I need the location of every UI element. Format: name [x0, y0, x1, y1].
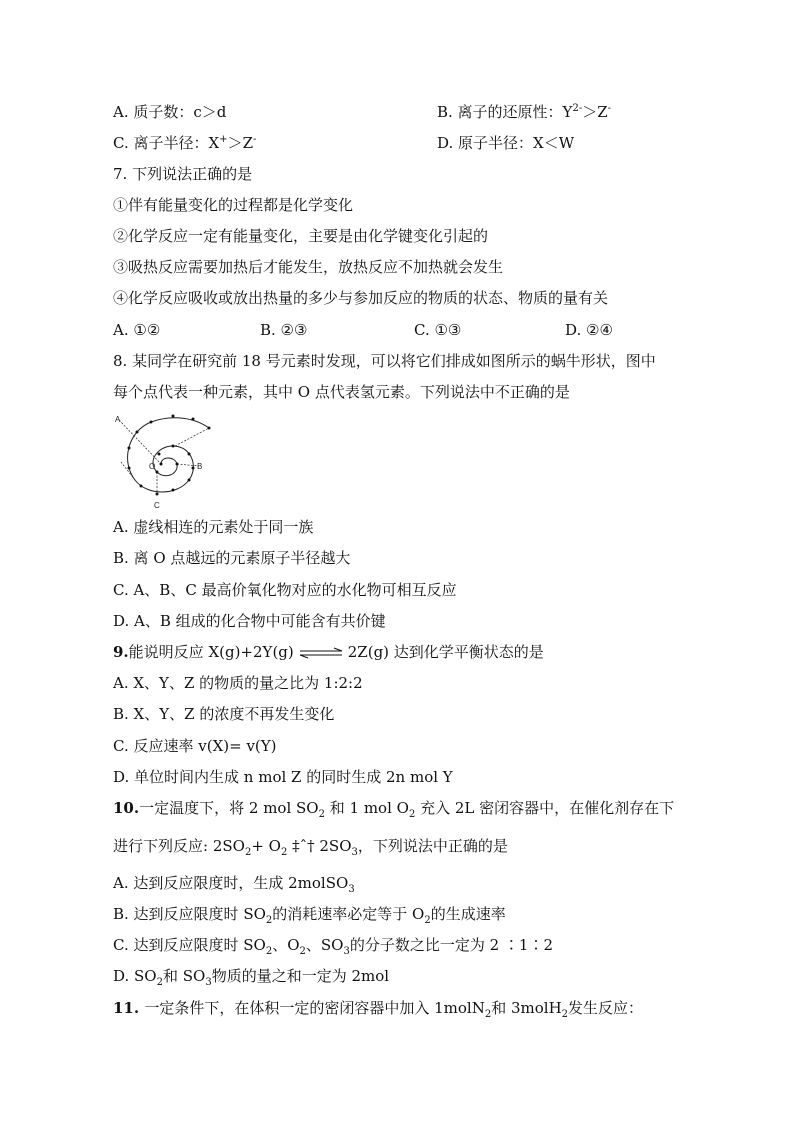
snail-label-a: A [115, 415, 121, 424]
snail-label-b: B [197, 462, 203, 471]
q9-stem: 9.能说明反应 X(g)+2Y(g) 2Z(g) 达到化学平衡状态的是 [113, 643, 544, 661]
snail-label-c: C [154, 501, 160, 510]
snail-dashed-lines [119, 420, 209, 494]
snail-points [128, 415, 211, 496]
q10-option-b: B. 达到反应限度时 $SO_2$的消耗速率必定等于 $O_2$的生成速率 [113, 905, 506, 926]
equilibrium-arrow-icon [298, 647, 344, 659]
q10-option-c: C. 达到反应限度时 $SO_2$、$O_2$、$SO_3$的分子数之比一定为 2 ∶1∶2 [113, 936, 554, 957]
q9-option-d: D. 单位时间内生成 n mol Z 的同时生成 2n mol Y [113, 768, 453, 786]
q6-option-a: A. 质子数：c＞d [113, 103, 227, 121]
snail-diagram [113, 408, 217, 512]
q7-statement-4: ④化学反应吸收或放出热量的多少与参加反应的物质的状态、物质的量有关 [113, 289, 609, 307]
q8-option-a: A. 虚线相连的元素处于同一族 [113, 518, 314, 536]
q9-option-b: B. X、Y、Z 的浓度不再发生变化 [113, 705, 335, 723]
q10-stem-line-1: 10.一定温度下，将 2 mol $SO_2$ 和 1 mol $O_2$ 充入 2L 密闭容器中，在催化剂存在下 [113, 799, 675, 820]
q7-option-b: B. ②③ [260, 321, 308, 339]
q6-option-d: D. 原子半径：X＜W [437, 134, 575, 152]
q11-stem: 11. 一定条件下，在体积一定的密闭容器中加入 1molN$_2$和 3molH$_2$发生反应： [113, 999, 644, 1020]
q7-statement-2: ②化学反应一定有能量变化，主要是由化学键变化引起的 [113, 227, 489, 245]
q9-option-c: C. 反应速率 v(X)= v(Y) [113, 737, 277, 755]
q7-option-d: D. ②④ [565, 321, 613, 339]
q8-stem-line-1: 8. 某同学在研究前 18 号元素时发现，可以将它们排成如图所示的蜗牛形状，图中 [113, 352, 656, 370]
q7-statement-1: ①伴有能量变化的过程都是化学变化 [113, 196, 354, 214]
q10-stem-line-2: 进行下列反应: $2SO_2+ O_2$ ‡ˆ† $2SO_3$，下列说法中正确的是 [113, 837, 508, 858]
q9-option-a: A. X、Y、Z 的物质的量之比为 1:2:2 [113, 674, 363, 692]
snail-spiral [128, 418, 209, 492]
q7-statement-3: ③吸热反应需要加热后才能发生，放热反应不加热就会发生 [113, 258, 504, 276]
q8-option-b: B. 离 O 点越远的元素原子半径越大 [113, 549, 351, 567]
q8-option-c: C. A、B、C 最高价氧化物对应的水化物可相互反应 [113, 581, 457, 599]
q10-option-a: A. 达到反应限度时，生成 2molSO$_3$ [113, 874, 355, 895]
snail-label-o: O [149, 462, 156, 471]
q8-option-d: D. A、B 组成的化合物中可能含有共价键 [113, 612, 386, 630]
q7-option-c: C. ①③ [414, 321, 462, 339]
q7-stem: 7. 下列说法正确的是 [113, 165, 253, 183]
q7-option-a: A. ①② [113, 321, 161, 339]
q6-option-b: B. 离子的还原性：$Y^{2-}>Z^-$ [437, 103, 612, 121]
q8-stem-line-2: 每个点代表一种元素，其中 O 点代表氢元素。下列说法中不正确的是 [113, 383, 570, 401]
q10-option-d: D. $SO_2$和 $SO_3$物质的量之和一定为 2mol [113, 967, 390, 988]
q6-option-c: C. 离子半径：X+＞Z- [113, 134, 257, 152]
